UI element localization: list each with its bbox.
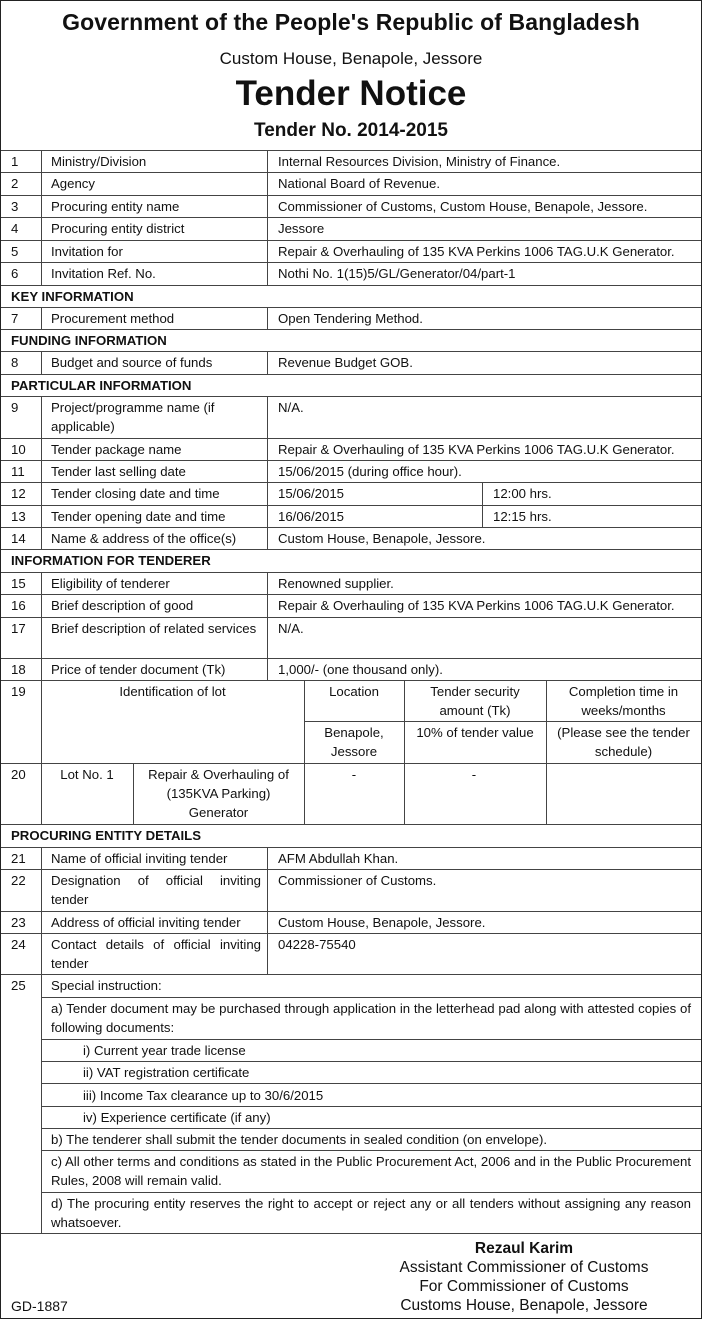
lot-number: Lot No. 1 — [60, 767, 114, 782]
row-label: Tender opening date and time — [51, 509, 226, 524]
table-rule — [267, 658, 268, 680]
row-label: Brief description of good — [51, 598, 194, 613]
table-rule — [1, 351, 701, 352]
table-rule — [267, 527, 268, 549]
signatory-address: Customs House, Benapole, Jessore — [400, 1297, 648, 1314]
row-label: Agency — [51, 176, 95, 191]
table-rule — [41, 527, 42, 549]
row-number: 17 — [11, 621, 26, 636]
row-value: Repair & Overhauling of 135 KVA Perkins 1006 TAG.U.K Generator. — [278, 244, 675, 259]
table-rule — [304, 680, 305, 824]
table-rule — [267, 460, 268, 482]
special-title: Special instruction: — [51, 978, 162, 993]
row-label: Project/programme name (if applicable) — [51, 400, 215, 434]
section-heading: PROCURING ENTITY DETAILS — [11, 828, 202, 843]
row-value-time: 12:00 hrs. — [493, 486, 552, 501]
row-label: Designation of official inviting tender — [51, 873, 261, 907]
table-rule — [41, 572, 42, 594]
table-rule — [267, 438, 268, 460]
table-rule — [41, 172, 42, 195]
table-rule — [1, 911, 701, 912]
lot-header-location: Location — [329, 684, 379, 699]
table-rule — [41, 617, 42, 658]
row-number: 8 — [11, 355, 19, 370]
table-rule — [41, 1150, 701, 1151]
table-rule — [267, 594, 268, 617]
row-label: Tender last selling date — [51, 464, 186, 479]
table-rule — [1, 527, 701, 528]
required-document: iii) Income Tax clearance up to 30/6/2015 — [83, 1088, 324, 1103]
row-number: 19 — [11, 684, 26, 699]
row-value: Jessore — [278, 221, 325, 236]
row-label: Address of official inviting tender — [51, 915, 241, 930]
row-number: 9 — [11, 400, 19, 415]
table-rule — [41, 1061, 701, 1062]
table-rule — [267, 195, 268, 217]
row-value: Commissioner of Customs, Custom House, Benapole, Jessore. — [278, 199, 648, 214]
table-rule — [41, 1192, 701, 1193]
table-rule — [1, 307, 701, 308]
table-rule — [482, 482, 483, 505]
table-rule — [1, 617, 701, 618]
table-rule — [41, 1083, 701, 1084]
table-rule — [267, 172, 268, 195]
section-heading: PARTICULAR INFORMATION — [11, 378, 192, 393]
row-number: 13 — [11, 509, 26, 524]
table-rule — [1, 482, 701, 483]
table-rule — [1, 285, 701, 286]
row-value: 15/06/2015 (during office hour). — [278, 464, 462, 479]
lot-item-security: - — [471, 767, 477, 782]
table-rule — [304, 721, 701, 722]
table-rule — [267, 617, 268, 658]
lot-security: 10% of tender value — [416, 725, 534, 740]
required-document: ii) VAT registration certificate — [83, 1065, 250, 1080]
table-rule — [267, 217, 268, 240]
row-number: 1 — [11, 154, 19, 169]
table-rule — [1, 460, 701, 461]
row-label: Invitation Ref. No. — [51, 266, 156, 281]
table-rule — [1, 396, 701, 397]
required-document: i) Current year trade license — [83, 1043, 246, 1058]
row-number: 3 — [11, 199, 19, 214]
lot-header-completion: Completion time in weeks/months — [568, 684, 679, 718]
table-rule — [41, 195, 42, 217]
table-rule — [1, 329, 701, 330]
row-number: 16 — [11, 598, 26, 613]
row-number: 18 — [11, 662, 26, 677]
table-rule — [546, 680, 547, 824]
table-rule — [41, 974, 42, 1233]
office-subtitle: Custom House, Benapole, Jessore — [219, 49, 483, 68]
table-rule — [41, 997, 701, 998]
table-rule — [41, 482, 42, 505]
row-label: Budget and source of funds — [51, 355, 213, 370]
lot-location: Benapole, Jessore — [324, 725, 384, 759]
row-value: National Board of Revenue. — [278, 176, 441, 191]
table-rule — [41, 1106, 701, 1107]
table-rule — [1, 847, 701, 848]
row-label: Eligibility of tenderer — [51, 576, 170, 591]
table-rule — [267, 307, 268, 329]
row-number: 22 — [11, 873, 26, 888]
row-value: Custom House, Benapole, Jessore. — [278, 531, 486, 546]
row-number: 24 — [11, 937, 26, 952]
row-value: Open Tendering Method. — [278, 311, 423, 326]
table-rule — [41, 847, 42, 869]
table-rule — [41, 217, 42, 240]
section-heading: INFORMATION FOR TENDERER — [11, 553, 211, 568]
row-number: 20 — [11, 767, 26, 782]
row-number: 15 — [11, 576, 26, 591]
row-value: N/A. — [278, 400, 304, 415]
table-rule — [267, 396, 268, 438]
row-label: Contact details of official inviting tender — [51, 937, 261, 971]
row-label: Price of tender document (Tk) — [51, 662, 226, 677]
table-rule — [41, 505, 42, 527]
row-number: 5 — [11, 244, 19, 259]
row-value: Renowned supplier. — [278, 576, 394, 591]
table-rule — [1, 240, 701, 241]
table-rule — [41, 351, 42, 374]
lot-description: Repair & Overhauling of (135KVA Parking) Generator — [148, 767, 289, 820]
section-heading: KEY INFORMATION — [11, 289, 134, 304]
table-rule — [482, 505, 483, 527]
table-rule — [1, 763, 701, 764]
table-rule — [404, 680, 405, 824]
table-rule — [1, 150, 701, 151]
table-rule — [1, 549, 701, 550]
row-label: Tender package name — [51, 442, 182, 457]
row-value: Repair & Overhauling of 135 KVA Perkins 1006 TAG.U.K Generator. — [278, 442, 675, 457]
row-label: Procuring entity district — [51, 221, 185, 236]
row-value: Commissioner of Customs. — [278, 873, 437, 888]
table-rule — [1, 594, 701, 595]
table-rule — [1, 438, 701, 439]
special-a: a) Tender document may be purchased through application in the letterhead pad along with attested copies of following documents: — [51, 1001, 691, 1035]
row-number: 11 — [11, 464, 25, 479]
government-title: Government of the People's Republic of Bangladesh — [62, 9, 640, 35]
lot-completion: (Please see the tender schedule) — [557, 725, 690, 759]
row-label: Procurement method — [51, 311, 175, 326]
table-rule — [1, 572, 701, 573]
row-value: AFM Abdullah Khan. — [278, 851, 399, 866]
table-rule — [1, 869, 701, 870]
table-rule — [41, 1128, 701, 1129]
row-value: 15/06/2015 — [278, 486, 345, 501]
table-rule — [41, 307, 42, 329]
row-value: Internal Resources Division, Ministry of Finance. — [278, 154, 561, 169]
row-number: 21 — [11, 851, 26, 866]
table-rule — [1, 824, 701, 825]
row-number: 25 — [11, 978, 26, 993]
special-d: d) The procuring entity reserves the right to accept or reject any or all tenders without assigning any reason whatsoever. — [51, 1196, 691, 1230]
row-value: Nothi No. 1(15)5/GL/Generator/04/part-1 — [278, 266, 516, 281]
table-rule — [41, 869, 42, 911]
table-rule — [41, 680, 42, 824]
row-value: 16/06/2015 — [278, 509, 345, 524]
table-rule — [267, 262, 268, 285]
table-rule — [133, 763, 134, 824]
table-rule — [41, 438, 42, 460]
table-rule — [41, 594, 42, 617]
signatory-title: Assistant Commissioner of Customs — [399, 1259, 649, 1276]
row-number: 23 — [11, 915, 26, 930]
table-rule — [1, 195, 701, 196]
table-rule — [41, 240, 42, 262]
table-rule — [267, 572, 268, 594]
table-rule — [1, 374, 701, 375]
lot-header-identification: Identification of lot — [119, 684, 226, 699]
table-rule — [41, 933, 42, 974]
row-number: 4 — [11, 221, 19, 236]
row-value: N/A. — [278, 621, 304, 636]
row-label: Brief description of related services — [51, 621, 257, 636]
table-rule — [41, 150, 42, 172]
row-label: Name of official inviting tender — [51, 851, 228, 866]
row-label: Procuring entity name — [51, 199, 180, 214]
section-heading: FUNDING INFORMATION — [11, 333, 167, 348]
required-document: iv) Experience certificate (if any) — [83, 1110, 271, 1125]
table-rule — [267, 482, 268, 505]
row-label: Tender closing date and time — [51, 486, 220, 501]
table-rule — [267, 933, 268, 974]
row-number: 12 — [11, 486, 26, 501]
table-rule — [41, 658, 42, 680]
footer-code: GD-1887 — [11, 1298, 68, 1314]
lot-item-location: - — [351, 767, 357, 782]
table-rule — [1, 217, 701, 218]
row-number: 6 — [11, 266, 19, 281]
row-label: Name & address of the office(s) — [51, 531, 237, 546]
table-rule — [1, 680, 701, 681]
row-value-time: 12:15 hrs. — [493, 509, 552, 524]
table-rule — [41, 911, 42, 933]
signatory-for: For Commissioner of Customs — [419, 1278, 629, 1295]
row-value: 1,000/- (one thousand only). — [278, 662, 443, 677]
special-b: b) The tenderer shall submit the tender documents in sealed condition (on envelope). — [51, 1132, 548, 1147]
row-value: Repair & Overhauling of 135 KVA Perkins 1006 TAG.U.K Generator. — [278, 598, 675, 613]
table-rule — [41, 460, 42, 482]
row-number: 2 — [11, 176, 19, 191]
table-rule — [41, 262, 42, 285]
notice-title: Tender Notice — [235, 74, 467, 113]
row-number: 7 — [11, 311, 19, 326]
table-rule — [1, 933, 701, 934]
table-rule — [267, 847, 268, 869]
table-rule — [267, 150, 268, 172]
table-rule — [267, 869, 268, 911]
row-number: 10 — [11, 442, 26, 457]
special-c: c) All other terms and conditions as stated in the Public Procurement Act, 2006 and in the Public Procurement Rules, 2008 will remain valid. — [51, 1154, 691, 1188]
signatory-name: Rezaul Karim — [474, 1240, 574, 1257]
table-rule — [1, 658, 701, 659]
row-number: 14 — [11, 531, 26, 546]
table-rule — [1, 974, 701, 975]
lot-header-security: Tender security amount (Tk) — [430, 684, 520, 718]
table-rule — [267, 351, 268, 374]
row-label: Ministry/Division — [51, 154, 147, 169]
table-rule — [267, 240, 268, 262]
table-rule — [267, 505, 268, 527]
table-rule — [267, 911, 268, 933]
table-rule — [1, 1233, 701, 1234]
row-value: Revenue Budget GOB. — [278, 355, 413, 370]
row-value: 04228-75540 — [278, 937, 356, 952]
tender-number: Tender No. 2014-2015 — [254, 120, 448, 141]
table-rule — [41, 1039, 701, 1040]
table-rule — [1, 172, 701, 173]
table-rule — [1, 505, 701, 506]
row-value: Custom House, Benapole, Jessore. — [278, 915, 486, 930]
table-rule — [1, 262, 701, 263]
row-label: Invitation for — [51, 244, 123, 259]
table-rule — [41, 396, 42, 438]
